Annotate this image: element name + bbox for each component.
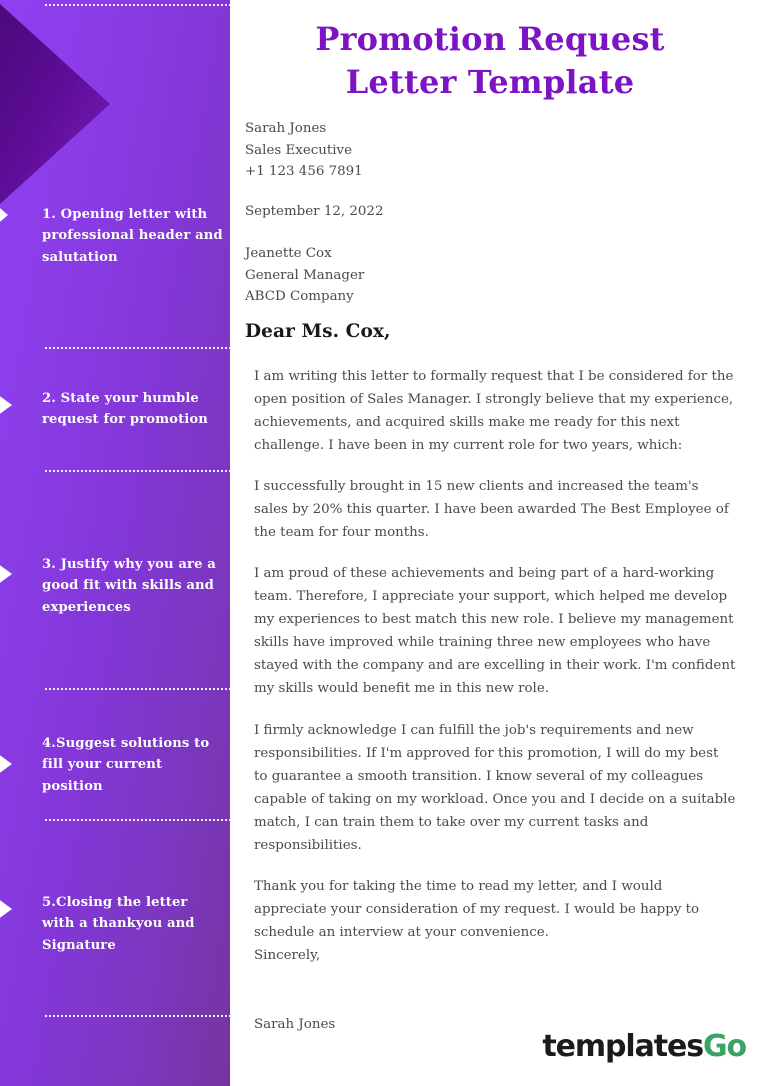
logo-text-primary: templates <box>542 1029 703 1064</box>
sender-name: Sarah Jones <box>245 121 327 136</box>
sidebar-step-3: 3. Justify why you are a good fit with skills and experiences <box>42 557 216 615</box>
recipient-company: ABCD Company <box>245 289 354 305</box>
letter-paragraph-2: I successfully brought in 15 new clients and increased the team's sales by 20% this quarter. I have been awarded The Best Employee of the team for four months. <box>254 479 729 541</box>
sidebar-step-1: 1. Opening letter with professional header and salutation <box>42 207 223 265</box>
page-title <box>230 18 750 104</box>
decorative-triangle <box>0 4 112 204</box>
letter-paragraph-4: I firmly acknowledge I can fulfill the job's requirements and new responsibilities. If I'm approved for this promotion, I will do my best to guarantee a smooth transition. I know several of my colleagues capable of taking on my workload. Once you and I decide on a suitable match, I can train them to take over my current tasks and responsibilities. <box>254 722 736 853</box>
letter-paragraph-3: I am proud of these achievements and being part of a hard-working team. Therefore, I appreciate your support, which helped me develop my experiences to best match this new role. I believe my management skills have improved while training three new employees who have stayed with the company and are excelling in their work. I'm confident my skills would benefit me in this new role. <box>254 566 736 697</box>
page-title-line-2: Letter Template <box>345 62 635 101</box>
letter-signature: Sarah Jones <box>254 1016 336 1032</box>
divider-5 <box>45 1015 230 1017</box>
letter-paragraph-1: I am writing this letter to formally request that I be considered for the open position of Sales Manager. I strongly believe that my experience, achievements, and acquired skills make me ready for this next challenge. I have been in my current role for two years, which: <box>254 368 734 454</box>
letter-paragraph-5: Thank you for taking the time to read my letter, and I would appreciate your consideration of my request. I would be happy to schedule an interview at your convenience. <box>254 878 700 940</box>
sidebar-step-5: 5.Closing the letter with a thankyou and Signature <box>42 895 195 953</box>
chevron-right-icon-2 <box>0 386 12 424</box>
chevron-right-icon-5 <box>0 890 12 928</box>
letter-content <box>230 0 768 1086</box>
sender-block <box>245 118 745 183</box>
divider-top <box>45 4 230 6</box>
divider-1 <box>45 347 230 349</box>
logo-text-accent: Go <box>702 1029 746 1064</box>
chevron-right-icon-3 <box>0 555 12 593</box>
letter-closing: Sincerely, <box>254 947 321 963</box>
page-title-line-1: Promotion Request <box>315 20 665 58</box>
templatesgo-logo <box>542 1029 746 1064</box>
sender-phone: +1 123 456 7891 <box>245 164 363 180</box>
letter-date: September 12, 2022 <box>245 204 384 220</box>
chevron-right-icon-4 <box>0 745 12 783</box>
divider-2 <box>45 470 230 472</box>
chevron-right-icon-1 <box>0 189 8 241</box>
sidebar-step-2: 2. State your humble request for promotion <box>42 391 208 428</box>
letter-body <box>245 118 745 1036</box>
sender-job-title: Sales Executive <box>245 142 353 158</box>
recipient-block <box>245 243 745 308</box>
steps-sidebar <box>0 0 230 1086</box>
divider-3 <box>45 688 230 690</box>
divider-4 <box>45 819 230 821</box>
sidebar-step-4: 4.Suggest solutions to fill your current position <box>42 736 210 794</box>
recipient-name: Jeanette Cox <box>245 245 332 261</box>
recipient-job-title: General Manager <box>245 267 365 283</box>
salutation: Dear Ms. Cox, <box>245 320 391 342</box>
